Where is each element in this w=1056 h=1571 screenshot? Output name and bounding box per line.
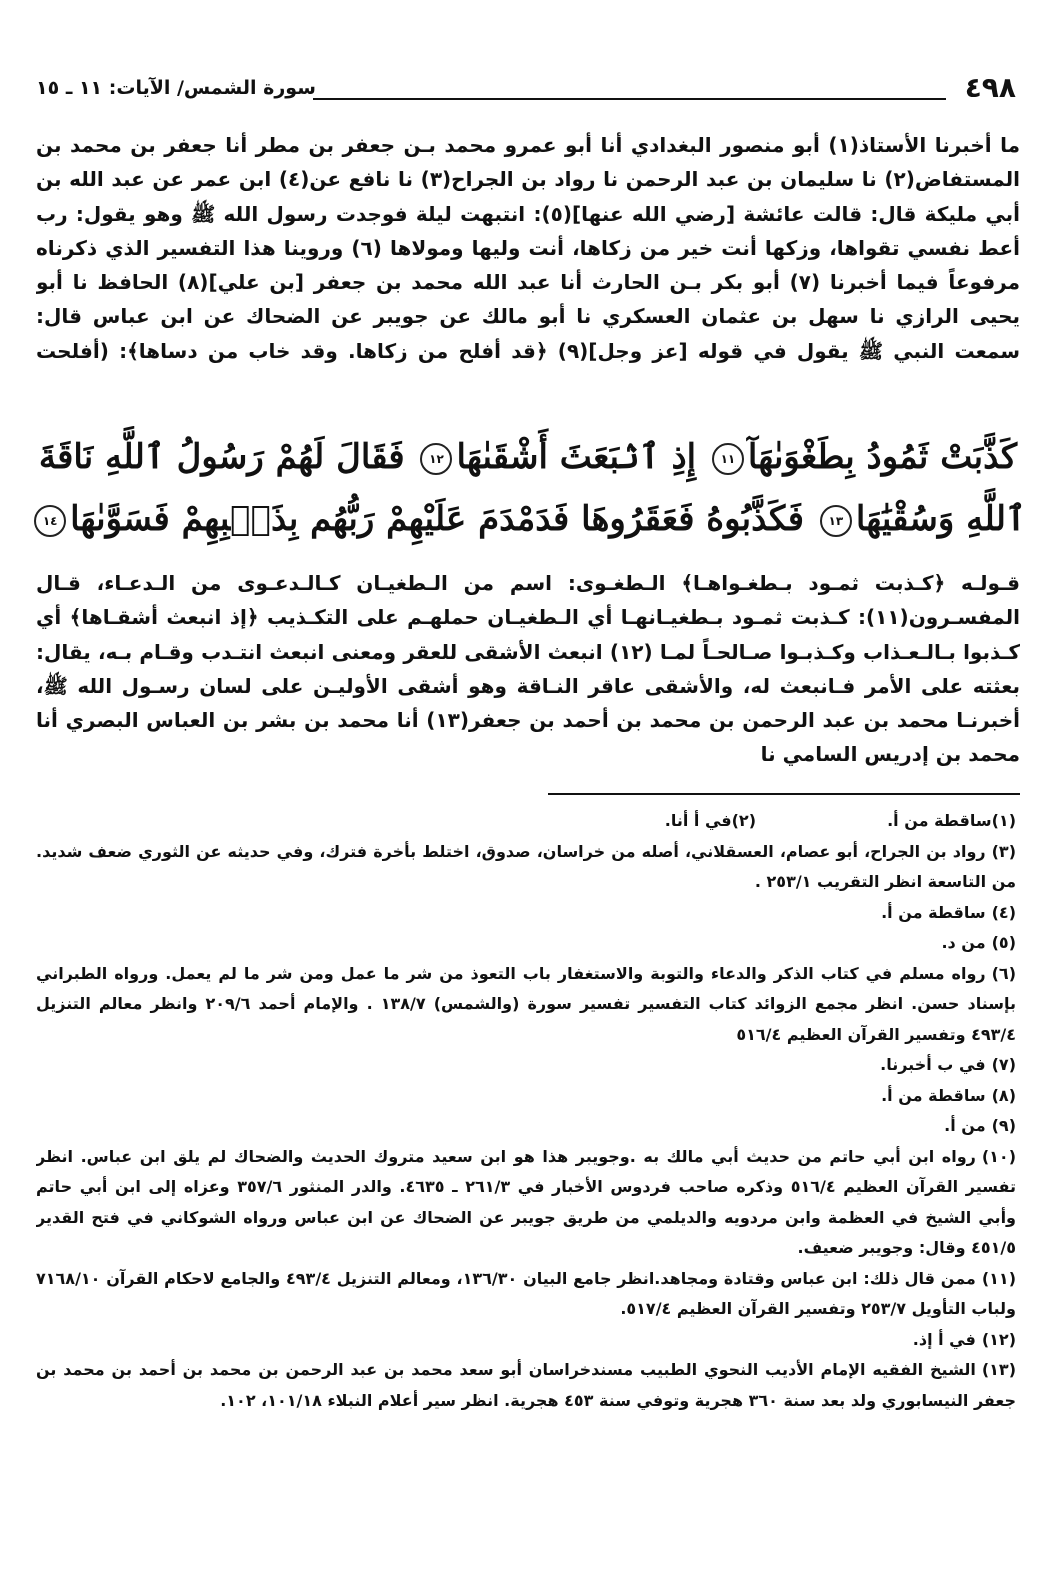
footnote: (٥)من د. (941, 933, 1016, 952)
running-title: سورة الشمس/ الآيات: ١١ ـ ١٥ (36, 77, 316, 99)
footnote: (٨)ساقطة من أ. (881, 1085, 1016, 1105)
quran-verse: إِذِ ٱنۢبَعَثَ أَشْقَىٰهَا١٢ (416, 437, 696, 477)
quran-verse: فَكَذَّبُوهُ فَعَقَرُوهَا فَدَمْدَمَ عَلَيْهِمْ رَبُّهُم بِذَنۢبِهِمْ فَسَوَّىٰهَا١٤ (30, 499, 804, 539)
footnotes (36, 806, 1016, 1531)
page-header (28, 68, 1026, 108)
footnote-separator (548, 793, 1020, 795)
footnote: (١٣)الشيخ الفقيه الإمام الأديب النحوي الطبيب مسندخراسان أبو سعد محمد بن عبد الرحمن بن محمد بن أحمد بن محمد بن جعفر النيسابوري ولد بعد سنة ٣٦٠ هجرية وتوفي سنة ٤٥٣ هجرية. انظر سير أعلام النبلاء ١٠١/١٨، ١٠٢. (36, 1360, 1016, 1410)
footnote: (١١)ممن قال ذلك: ابن عباس وقتادة ومجاهد.انظر جامع البيان ١٣٦/٣٠، ومعالم التنزيل ٤٩٣/٤ والجامع لاحكام القرآن ٧١٦٨/١٠ ولباب التأويل ٢٥٣/٧ وتفسير القرآن العظيم ٥١٧/٤. (36, 1268, 1016, 1318)
header-rule (313, 98, 946, 100)
footnote: (٧)في ب أخبرنا. (880, 1055, 1016, 1074)
verse-number-badge: ١١ (712, 443, 744, 475)
quran-verse: كَذَّبَتْ ثَمُودُ بِطَغْوَىٰهَآ١١ (708, 437, 1017, 477)
footnote-row (36, 806, 1016, 837)
page-number: ٤٩٨ (964, 71, 1016, 104)
verse-number-badge: ١٢ (420, 443, 452, 475)
quran-verse: فَقَالَ لَهُمْ رَسُولُ ٱللَّهِ نَاقَةَ ٱللَّهِ وَسُقْيَٰهَا١٣ (38, 437, 1026, 539)
quran-verses (30, 426, 1026, 550)
verse-number-badge: ١٣ (820, 505, 852, 537)
footnote: (١٢)في أ إذ. (912, 1329, 1016, 1349)
footnote: (١٠)رواه ابن أبي حاتم من حديث أبي مالك به .وجويبر هذا هو ابن سعيد متروك الحديث والضحاك لم يلق ابن عباس. انظر تفسير القرآن العظيم ٥١٦/٤ وذكره صاحب فردوس الأخبار في ٢٦١/٣ ـ ٤٦٣٥. والدر المنثور ٣٥٧/٦ وعزاه إلى ابن أبي حاتم وأبي الشيخ في العظمة وابن مردويه والديلمي من طريق جويبر عن الضحاك عن ابن عباس ورواه الشوكاني في فتح القدير ٤٥١/٥ وقال: وجويبر ضعيف. (36, 1146, 1016, 1257)
footnote: (٤)ساقطة من أ. (881, 902, 1016, 922)
footnote: (٢)في أ أنا. (664, 811, 756, 830)
footnote: (٩)من أ. (944, 1116, 1016, 1135)
footnote: (٣)رواد بن الجراح، أبو عصام، العسقلاني، أصله من خراسان، صدوق، اختلط بأخرة فترك، وفي حديثه عن الثوري ضعف شديد. من التاسعة انظر التقريب ٢٥٣/١ . (36, 841, 1016, 891)
footnote: (١)ساقطة من أ. (887, 811, 1016, 830)
body-paragraph-2: قـولـه ﴿كـذبت ثمـود بـطغـواهـا﴾ الـطغـوى: اسم من الـطغيـان كـالـدعـوى من الـدعـاء، قـال المفسـرون(١١): كـذبت ثمـود بـطغيـانهـا أي الـطغيـان حملهـم على التكـذيب ﴿إذ انبعث أشقـاها﴾ أي كـذبوا بـالـعـذاب وكـذبـوا صـالحـاً لمـا (١٢) انبعث الأشقى للعقر ومعنى انبعث انتـدب وقـام بـه، يقال: بعثته على الأمر فـانبعث له، والأشقى عاقر النـاقة وهو أشقى الأوليـن على لسان رسـول الله ﷺ، أخبرنـا محمد بن عبد الرحمن بن محمد بن أحمد بن جعفر(١٣) أنا محمد بن بشر بن العباس البصري أنا محمد بن إدريس السامي نا (36, 571, 1020, 767)
body-paragraph-1: ما أخبرنا الأستاذ(١) أبو منصور البغدادي أنا أبو عمرو محمد بـن جعفر بن مطر أنا جعفر بن محمد بن المستفاض(٢) نا سليمان بن عبد الرحمن نا رواد بن الجراح(٣) نا نافع عن(٤) ابن عمر عن عبد الله بن أبي مليكة قال: قالت عائشة [رضي الله عنها](٥): انتبهت ليلة فوجدت رسول الله ﷺ وهو يقول: رب أعط نفسي تقواها، وزكها أنت خير من زكاها، أنت وليها ومولاها (٦) وروينا هذا التفسير الذي ذكرناه مرفوعاً فيما أخبرنا (٧) أبو بكر بـن الحارث أنا عبد الله محمد بن جعفر [بن علي](٨) الحافظ نا أبو يحيى الرازي نا سهل بن عثمان العسكري نا أبو مالك عن جويبر عن الضحاك عن ابن عباس قال: سمعت النبي ﷺ يقول في قوله [عز وجل](٩) ﴿قد أفلح من زكاها. وقد خاب من دساها﴾: (أفلحت (36, 133, 1020, 363)
verse-number-badge: ١٤ (34, 505, 66, 537)
footnote: (٦)رواه مسلم في كتاب الذكر والدعاء والتوبة والاستغفار باب التعوذ من شر ما عمل ومن شر ما لم يعمل. ورواه الطبراني بإسناد حسن. انظر مجمع الزوائد كتاب التفسير تفسير سورة (والشمس) ١٣٨/٧ . والإمام أحمد ٢٠٩/٦ وانظر معالم التنزيل ٤٩٣/٤ وتفسير القرآن العظيم ٥١٦/٤ (36, 963, 1016, 1044)
